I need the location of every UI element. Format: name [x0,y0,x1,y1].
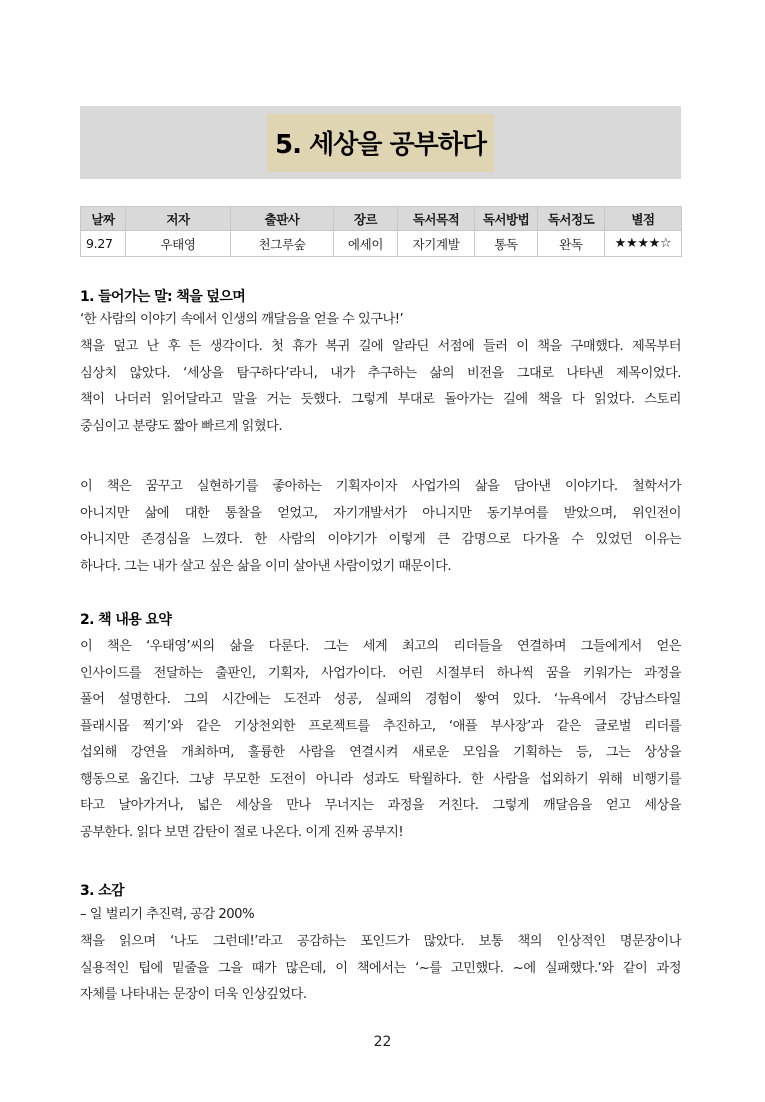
text-line: 중심이고 분량도 짧아 빠르게 읽혔다. [80,418,283,434]
text-line: 인사이드를 전달하는 출판인, 기획자, 사업가이다. 어린 시절부터 하나씩 꿈을 키워가는 과정을 [80,665,681,681]
page-number: 22 [373,1034,392,1050]
section-3-heading: 3. 소감 [80,883,124,899]
text-line: 하나다. 그는 내가 살고 싶은 삶을 이미 살아낸 사람이었기 때문이다. [80,558,452,574]
text-line: 책을 읽으며 ‘나도 그런데!’라고 공감하는 포인드가 많았다. 보통 책의 인상적인 명문장이나 [80,934,681,949]
subheading-line: – 일 벌리기 추진력, 공감 200% [80,907,255,922]
table-header-row [81,207,682,231]
text-line: 이 책은 꿈꾸고 실현하기를 좋아하는 기획자이자 사업가의 삶을 담아낸 이야기다. 철학서가 [80,479,681,494]
text-line: 아니지만 삶에 대한 통찰을 얻었고, 자기개발서가 아니지만 동기부여를 받았으며, 위인전이 [80,505,681,521]
cell-purpose: 자기계발 [398,231,475,257]
cell-extent: 완독 [538,231,605,257]
cell-date: 9.27 [81,231,126,257]
section-2-heading: 2. 책 내용 요약 [80,612,172,628]
header-method: 독서방법 [475,207,538,231]
page-title: 5. 세상을 공부하다 [267,114,494,172]
text-line: 플래시몹 찍기’와 같은 기상천외한 프로젝트를 추진하고, ‘애플 부사장’과 같은 글로벌 리더를 [80,718,681,734]
quote-line: ‘한 사람의 이야기 속에서 인생의 깨달음을 얻을 수 있구나!’ [80,312,404,327]
section-1-paragraph-2 [80,474,681,580]
cell-author: 우태영 [126,231,231,257]
section-1-paragraph-1 [80,334,681,440]
text-line: 풀어 설명한다. 그의 시간에는 도전과 성공, 실패의 경험이 쌓여 있다. ‘뉴욕에서 강남스타일 [80,692,681,707]
text-line: 행동으로 옮긴다. 그냥 무모한 도전이 아니라 성과도 탁월하다. 한 사람을 섭외하기 위해 비행기를 [80,771,681,787]
title-band [80,106,681,179]
cell-publisher: 천그루숲 [231,231,334,257]
text-line: 실용적인 팁에 밑줄을 그을 때가 많은데, 이 책에서는 ‘~를 고민했다. ~에 실패했다.’와 같이 과정 [80,960,681,976]
table-row [81,231,682,257]
text-line: 이 책은 ‘우태영’씨의 삶을 다룬다. 그는 세계 최고의 리더들을 연결하며 그들에게서 얻은 [80,639,681,654]
section-2-paragraph [80,634,681,846]
header-date: 날짜 [81,207,126,231]
star-rating: ★★★★☆ [605,231,682,257]
cell-method: 통독 [475,231,538,257]
section-3-paragraph [80,929,681,1009]
text-line: 책이 나더러 읽어달라고 말을 거는 듯했다. 그렇게 부대로 돌아가는 길에 책을 다 읽었다. 스토리 [80,392,681,407]
header-purpose: 독서목적 [398,207,475,231]
header-extent: 독서정도 [538,207,605,231]
text-line: 타고 날아가거나, 넓은 세상을 만나 무너지는 과정을 거친다. 그렇게 깨달음을 얻고 세상을 [80,798,681,813]
text-line: 섭외해 강연을 개최하며, 훌륭한 사람을 연결시켜 새로운 모임을 기획하는 등, 그는 상상을 [80,745,681,760]
header-author: 저자 [126,207,231,231]
header-publisher: 출판사 [231,207,334,231]
section-1-quote [80,307,681,334]
text-line: 공부한다. 읽다 보면 감탄이 절로 나온다. 이게 진짜 공부지! [80,824,404,840]
text-line: 책을 덮고 난 후 든 생각이다. 첫 휴가 복귀 길에 알라딘 서점에 들러 이 책을 구매했다. 제목부터 [80,339,681,354]
header-rating: 별점 [605,207,682,231]
section-1-heading: 1. 들어가는 말: 책을 덮으며 [80,289,246,305]
text-line: 심상치 않았다. ‘세상을 탐구하다’라니, 내가 추구하는 삶의 비전을 그대로 나타낸 제목이었다. [80,365,681,381]
text-line: 아니지만 존경심을 느꼈다. 한 사람의 이야기가 이렇게 큰 감명으로 다가올 수 있었던 이유는 [80,532,681,547]
reading-info-table [80,206,682,257]
cell-genre: 에세이 [334,231,398,257]
header-genre: 장르 [334,207,398,231]
text-line: 자체를 나타내는 문장이 더욱 인상깊었다. [80,987,307,1002]
section-3-subheading [80,902,681,929]
